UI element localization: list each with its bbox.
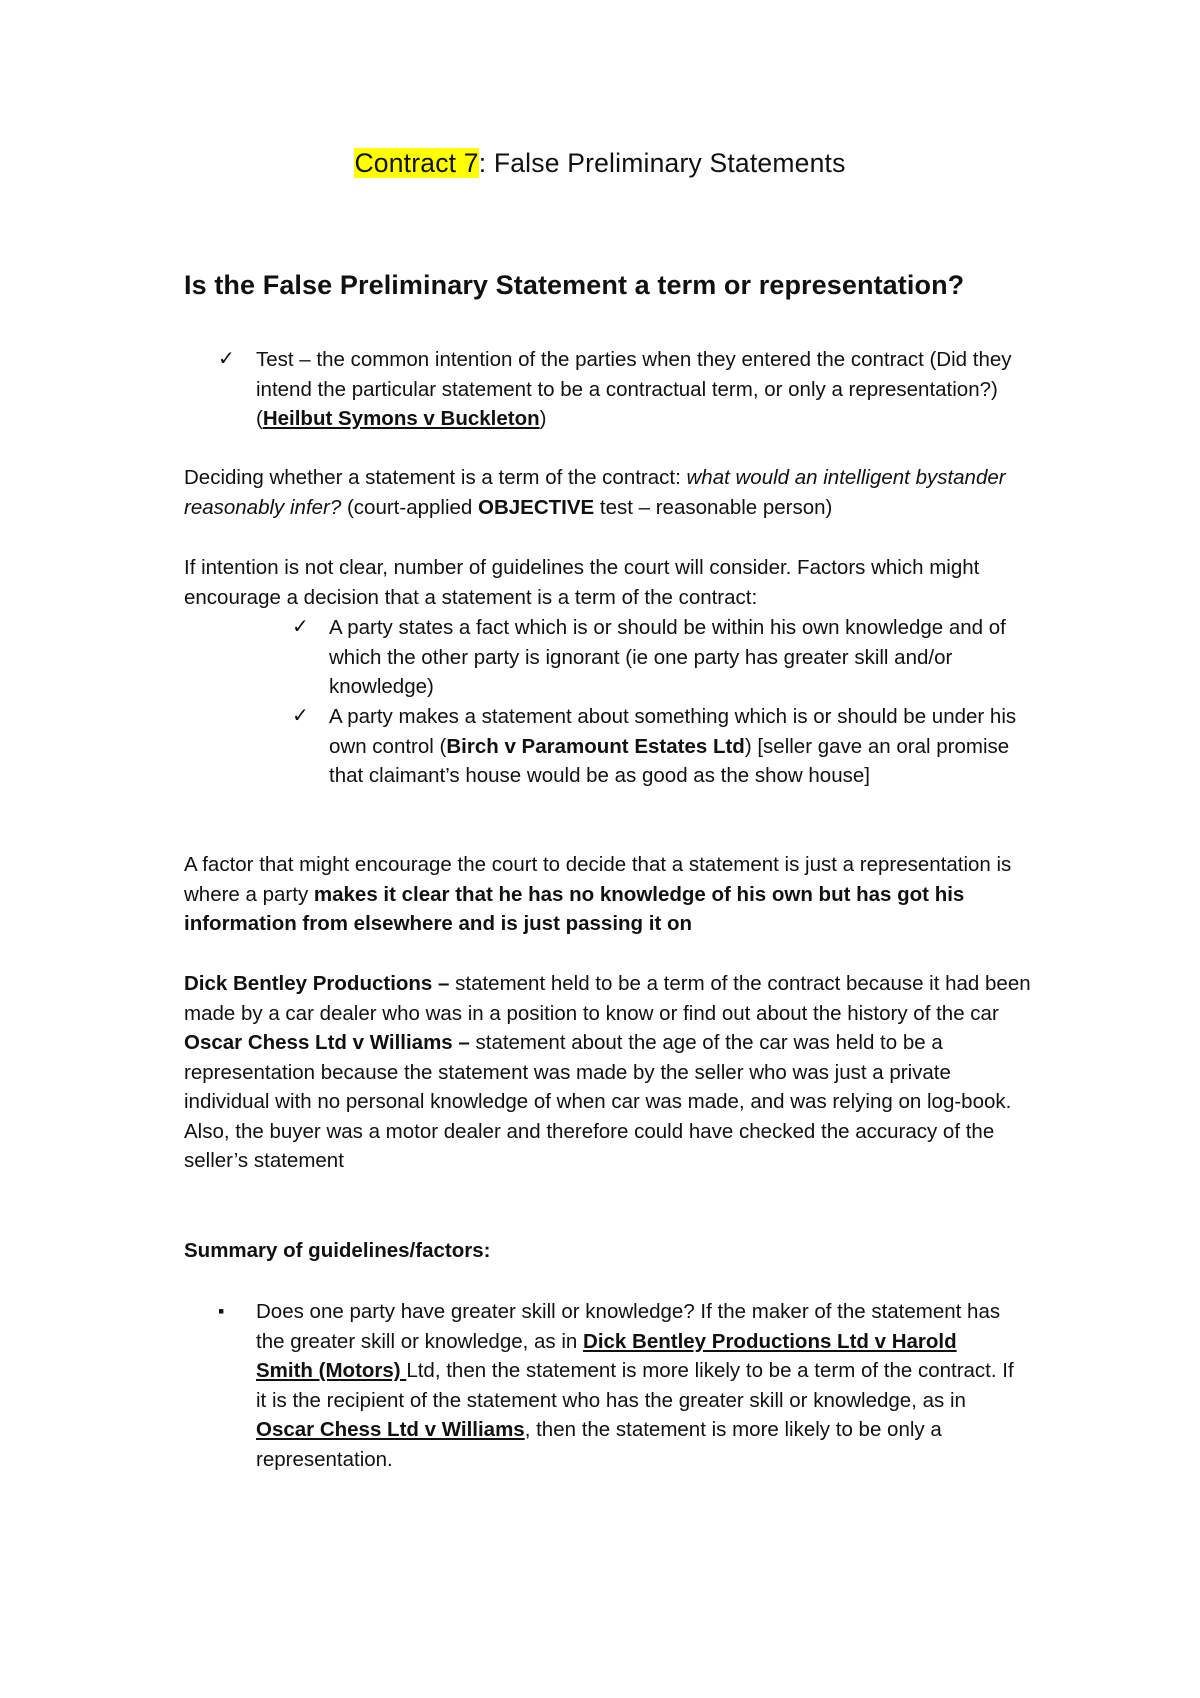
test-item xyxy=(256,345,1016,434)
deciding-italic: what would an intelligent bystander reasonably infer? xyxy=(184,466,1006,519)
summary-heading-text: Summary of guidelines/factors: xyxy=(184,1239,491,1262)
deciding-bold: OBJECTIVE xyxy=(478,495,595,519)
title-rest: : False Preliminary Statements xyxy=(478,148,846,178)
square-bullet-icon: ▪ xyxy=(218,1301,225,1321)
representation-bold: makes it clear that he has no knowledge of his own but has got his information from elsewhere and is just passing it on xyxy=(184,882,965,935)
checkmark-icon: ✓ xyxy=(292,616,309,638)
title-highlight: Contract 7 xyxy=(354,148,479,178)
case-dick-bentley: Dick Bentley Productions – xyxy=(184,972,450,995)
oscar-chess-paragraph xyxy=(184,1028,1034,1176)
summary-item xyxy=(256,1297,1016,1474)
checkmark-icon: ✓ xyxy=(218,348,235,370)
summary-p3: , then the statement is more likely to be only a representation. xyxy=(256,1418,942,1471)
case-heilbut: Heilbut Symons v Buckleton xyxy=(262,407,540,430)
case-birch: Birch v Paramount Estates Ltd xyxy=(446,734,745,758)
summary-p1: Does one party have greater skill or knowledge? If the maker of the statement has the greater skill or knowledge, as in xyxy=(256,1300,1001,1353)
representation-prefix: A factor that might encourage the court to decide that a statement is just a representation is where a party xyxy=(184,853,1012,906)
factor-2 xyxy=(329,702,1029,791)
representation-paragraph xyxy=(184,850,1034,939)
test-close: ) xyxy=(539,407,547,430)
factor-2-suffix: ) [seller gave an oral promise that claimant’s house would be as good as the show house] xyxy=(329,734,1010,787)
summary-heading xyxy=(184,1236,1044,1266)
deciding-suffix: test – reasonable person) xyxy=(594,495,833,519)
factor-1: A party states a fact which is or should be within his own knowledge and of which the other party is ignorant (ie one party has greater skill and/or knowledge) xyxy=(329,616,1006,698)
guidelines-intro: If intention is not clear, number of guidelines the court will consider. Factors which might encourage a decision that a statement is a term of the contract: xyxy=(184,556,980,609)
deciding-paragraph xyxy=(184,463,1044,522)
dick-bentley-text: statement held to be a term of the contract because it had been made by a car dealer who was in a position to know or find out about the history of the car xyxy=(184,972,1031,1025)
dick-bentley-paragraph xyxy=(184,969,1034,1028)
case-oscar-chess: Oscar Chess Ltd v Williams – xyxy=(184,1031,470,1054)
case-examples xyxy=(184,969,1034,1176)
page-title xyxy=(0,148,1200,179)
test-text: Test – the common intention of the parties when they entered the contract (Did they intend the particular statement to be a contractual term, or only a representation?) ( xyxy=(256,348,1012,430)
checkmark-icon: ✓ xyxy=(292,705,309,727)
deciding-prefix: Deciding whether a statement is a term of the contract: xyxy=(184,466,687,489)
factor-2-prefix: A party makes a statement about something which is or should be under his own control ( xyxy=(329,705,1017,758)
case-dick-bentley-full: Dick Bentley Productions Ltd v Harold Smith (Motors) xyxy=(256,1329,957,1382)
section-heading: Is the False Preliminary Statement a term or representation? xyxy=(184,270,965,300)
oscar-chess-text: statement about the age of the car was held to be a representation because the statement was made by the seller who was just a private individual with no personal knowledge of when car was made, and was relying on log-book. Also, the buyer was a motor dealer and therefore could have checked the accuracy of the seller’s statement xyxy=(184,1031,1012,1172)
deciding-mid: (court-applied xyxy=(341,495,478,519)
summary-p2: Ltd, then the statement is more likely to be a term of the contract. If it is the recipient of the statement who has the greater skill or knowledge, as in xyxy=(256,1359,1014,1412)
case-oscar-chess-link: Oscar Chess Ltd v Williams xyxy=(256,1418,525,1441)
